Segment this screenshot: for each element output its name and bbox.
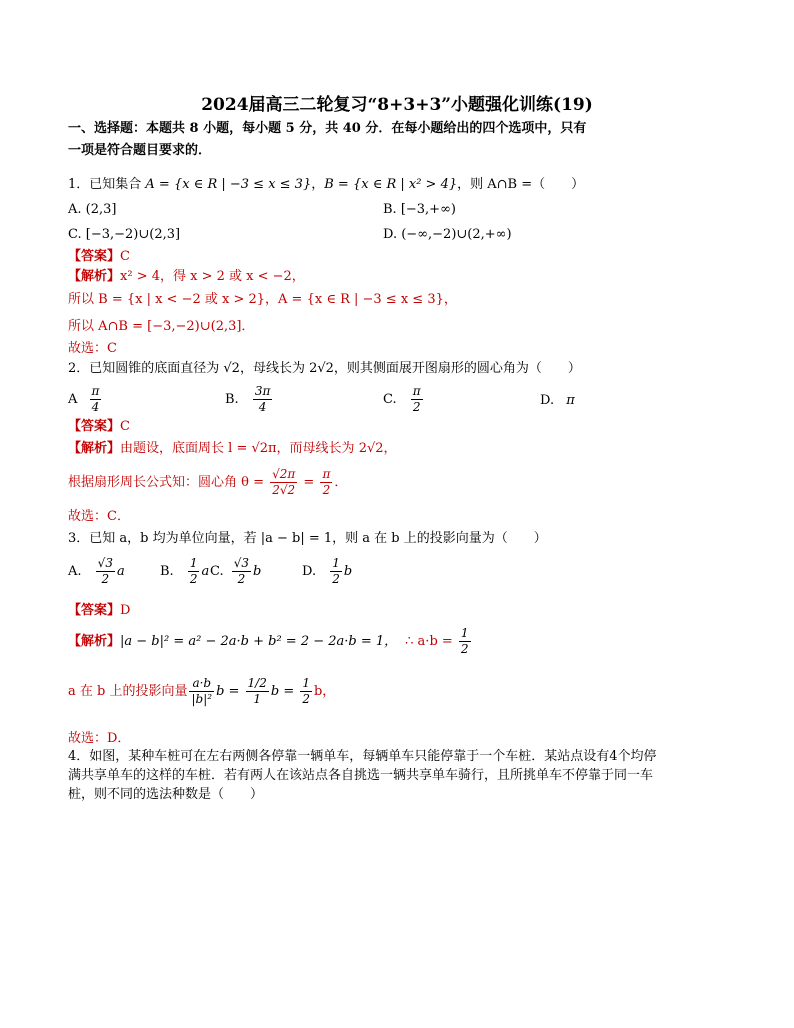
q1-analysis-line2: 所以 B = {x | x < −2 或 x > 2}，A = {x ∈ R | −3 ≤ x ≤ 3}，	[68, 292, 457, 307]
q3-projection-fraction3	[300, 676, 312, 707]
q2-conclusion: 故选：C．	[68, 509, 130, 524]
q3-projection-fraction	[189, 676, 214, 707]
q2-analysis-line1: 由题设，底面周长 l = √2π，而母线长为 2√2，	[120, 441, 397, 456]
q2-answer	[68, 418, 130, 436]
section-heading-line1: 一、选择题：本题共 8 小题，每小题 5 分，共 40 分．在每小题给出的四个选项中，只有	[68, 121, 587, 136]
answer-label: 【答案】	[68, 419, 121, 434]
q2-option-a-den: 4	[91, 400, 100, 414]
q3-projection2-num: 1/2	[247, 676, 267, 690]
q1-option-d: D. (−∞,−2)∪(2,+∞)	[383, 227, 512, 242]
q1-stem	[68, 176, 584, 194]
q3-projection2-den: 1	[253, 692, 262, 706]
q2-result-den: 2	[322, 483, 331, 497]
q3-option-b-vector: a	[201, 564, 210, 579]
q2-equals: =	[299, 475, 319, 490]
q2-option-a-label: A	[68, 392, 78, 407]
q3-option-c-num: √3	[233, 556, 250, 570]
section-heading-line2: 一项是符合题目要求的．	[68, 143, 212, 158]
q3-projection-tail: b，	[313, 684, 336, 699]
q1-option-a: A. (2,3]	[68, 202, 117, 217]
q1-set-a: A = {x ∈ R | −3 ≤ x ≤ 3}	[145, 177, 312, 192]
q3-analysis	[68, 624, 473, 660]
q3-half-fraction	[459, 626, 471, 657]
q4-stem-line1: 4．如图，某种车桩可在左右两侧各停靠一辆单车，每辆单车只能停靠于一个车桩．某站点设有4个均停	[68, 749, 657, 764]
q2-option-d-label: D.	[540, 393, 555, 408]
q3-option-c	[210, 556, 261, 587]
q3-option-a-num: √3	[97, 556, 113, 570]
q4-stem-line3: 桩，则不同的选法种数是（ ）	[68, 787, 264, 802]
q2-option-d	[540, 392, 575, 410]
analysis-label: 【解析】	[68, 269, 121, 284]
q3-projection-fraction2	[246, 676, 269, 707]
q1-sep: ，	[311, 177, 325, 192]
q3-option-b	[160, 556, 209, 587]
q2-option-b-label: B.	[225, 392, 239, 407]
q2-analysis	[68, 440, 397, 458]
q4-stem-line2: 满共享单车的这样的车桩．若有两人在该站点各自挑选一辆共享单车骑行，且所挑单车不停靠于同一车	[68, 768, 654, 783]
q3-option-b-fraction	[188, 556, 200, 587]
q1-set-b: B = {x ∈ R | x² > 4}	[324, 177, 458, 192]
q3-option-d-num: 1	[332, 556, 340, 570]
q2-option-c-num: π	[412, 384, 421, 398]
q3-projection-mid: b =	[216, 684, 244, 699]
q2-option-c-fraction	[411, 384, 423, 415]
q2-option-a-fraction	[90, 384, 102, 415]
q3-option-b-den: 2	[189, 572, 198, 586]
q3-projection-end: b =	[270, 684, 299, 699]
q3-option-a-den: 2	[101, 572, 110, 586]
analysis-label: 【解析】	[68, 634, 121, 649]
q3-option-d	[302, 556, 352, 587]
q2-theta-fraction	[270, 467, 297, 498]
q3-option-c-den: 2	[237, 572, 246, 586]
q3-stem: 3．已知 a，b 均为单位向量，若 |a − b| = 1，则 a 在 b 上的投影向量为（ ）	[68, 531, 547, 546]
q2-option-a-num: π	[91, 384, 100, 398]
analysis-label: 【解析】	[68, 441, 121, 456]
q2-option-c-label: C.	[383, 392, 397, 407]
q2-option-c	[383, 384, 425, 415]
q1-stem-prefix: 1．已知集合	[68, 177, 146, 192]
q3-option-c-vector: b	[253, 564, 262, 579]
q3-projection3-den: 2	[302, 692, 310, 706]
q1-analysis-line3: 所以 A∩B = [−3,−2)∪(2,3]．	[68, 319, 255, 334]
q2-result-num: π	[322, 467, 331, 481]
q3-option-d-label: D.	[302, 564, 317, 579]
q3-option-c-fraction	[232, 556, 251, 587]
q1-analysis-line1: x² > 4，得 x > 2 或 x < −2，	[120, 269, 305, 284]
q2-option-a	[68, 384, 103, 415]
q3-option-b-label: B.	[160, 564, 174, 579]
q2-analysis-line2-prefix: 根据扇形周长公式知：圆心角 θ =	[68, 475, 269, 490]
answer-label: 【答案】	[68, 249, 121, 264]
q2-option-b	[225, 384, 274, 415]
q3-conclusion: 故选：D．	[68, 731, 131, 746]
q3-half-num: 1	[460, 626, 469, 640]
q2-stem: 2．已知圆锥的底面直径为 √2，母线长为 2√2，则其侧面展开图扇形的圆心角为（ ）	[68, 361, 581, 376]
q2-option-b-num: 3π	[254, 384, 271, 398]
q2-answer-value: C	[120, 419, 130, 434]
q1-answer-value: C	[120, 249, 130, 264]
q3-option-c-label: C.	[210, 564, 224, 579]
q2-result-fraction	[320, 467, 332, 498]
q2-option-c-den: 2	[412, 400, 421, 414]
q3-analysis-line1: |a − b|² = a² − 2a·b + b² = 2 − 2a·b = 1，	[120, 634, 398, 649]
q3-projection-prefix: a 在 b 上的投影向量	[68, 684, 188, 699]
q1-option-b: B. [−3,+∞)	[383, 202, 456, 217]
q3-option-a	[68, 556, 125, 587]
q2-period: ．	[334, 475, 348, 490]
q3-projection-den: |b|²	[191, 692, 213, 706]
q3-half-den: 2	[460, 642, 469, 656]
q1-answer	[68, 248, 130, 266]
q3-answer	[68, 602, 130, 620]
q1-stem-suffix: ，则 A∩B =（ ）	[457, 177, 585, 192]
q3-answer-value: D	[120, 603, 131, 618]
q2-option-b-den: 4	[258, 400, 267, 414]
q3-option-a-vector: a	[116, 564, 125, 579]
q3-projection-num: a·b	[189, 676, 214, 692]
q1-analysis	[68, 268, 305, 286]
q3-projection3-num: 1	[302, 676, 310, 690]
q1-option-c: C. [−3,−2)∪(2,3]	[68, 227, 181, 242]
page-title: 2024届高三二轮复习“8+3+3”小题强化训练(19)	[201, 95, 593, 115]
q3-option-a-fraction	[96, 556, 115, 587]
q3-analysis-therefore: ∴ a·b =	[405, 634, 457, 649]
q2-theta-num: √2π	[272, 467, 296, 481]
q1-conclusion: 故选：C	[68, 341, 117, 356]
q2-option-d-value: π	[566, 393, 575, 408]
q2-option-b-fraction	[253, 384, 273, 415]
q3-option-d-fraction	[330, 556, 342, 587]
answer-label: 【答案】	[68, 603, 121, 618]
q3-option-d-den: 2	[332, 572, 340, 586]
q3-option-b-num: 1	[189, 556, 198, 570]
q2-theta-den: 2√2	[272, 483, 296, 497]
q3-option-d-vector: b	[343, 564, 353, 579]
q2-analysis-line2	[68, 466, 347, 500]
q3-projection	[68, 664, 335, 720]
q3-option-a-label: A.	[68, 564, 82, 579]
